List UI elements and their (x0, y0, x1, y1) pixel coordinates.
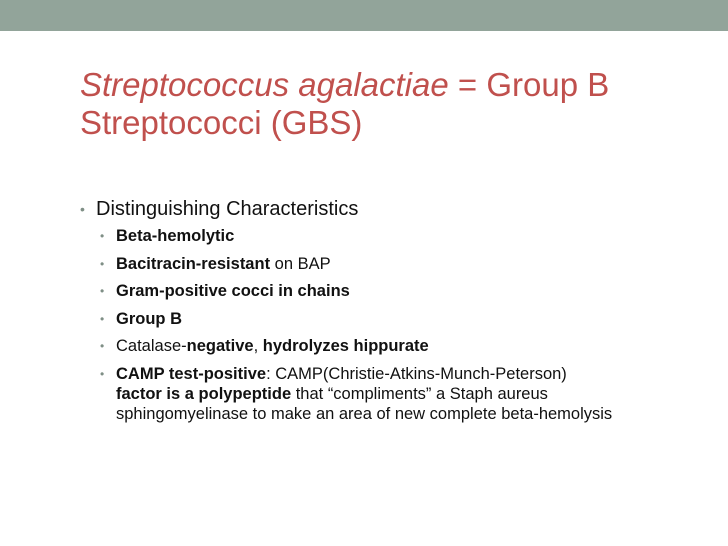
item-text: that “compliments” a Staph aureus sphingomyelinase to make an area of new complete beta-hemolysis (116, 384, 613, 423)
top-accent-bar (0, 0, 728, 31)
bullet-icon: • (100, 256, 105, 271)
slide-body (80, 196, 680, 431)
title-line-2: Streptococci (GBS) (80, 104, 363, 141)
item-bold-text: Beta-hemolytic (116, 227, 235, 245)
main-bullet-text: Distinguishing Characteristics (96, 198, 359, 220)
list-item (80, 364, 680, 424)
item-bold-text: Group B (116, 309, 182, 328)
list-item (80, 281, 680, 301)
title-species-name: Streptococcus agalactiae (80, 66, 449, 103)
item-text: : CAMP(Christie-Atkins-Munch-Peterson) (266, 364, 567, 383)
bullet-icon: • (100, 311, 105, 326)
item-bold-text: Gram-positive cocci in chains (116, 282, 350, 300)
slide-title (80, 66, 710, 142)
item-bold-text: factor is a polypeptide (116, 384, 292, 403)
bullet-icon: • (100, 339, 105, 353)
bullet-icon: • (100, 284, 105, 298)
list-item (80, 336, 680, 356)
item-bold-text: CAMP test-positive (116, 364, 267, 383)
item-text: , (253, 337, 263, 355)
item-bold-text: negative (186, 337, 254, 355)
bullet-icon: • (100, 366, 105, 381)
main-bullet (80, 196, 680, 222)
bullet-icon: • (100, 229, 105, 243)
list-item (80, 309, 680, 329)
sub-bullet-list (80, 226, 680, 424)
item-text: on BAP (270, 254, 331, 273)
list-item (80, 226, 680, 246)
list-item (80, 254, 680, 274)
bullet-icon: • (80, 201, 85, 217)
item-text: Catalase- (116, 337, 187, 355)
item-bold-text: hydrolyzes hippurate (262, 337, 429, 355)
item-bold-text: Bacitracin-resistant (116, 254, 271, 273)
title-equals-group-b: = Group B (448, 66, 610, 103)
